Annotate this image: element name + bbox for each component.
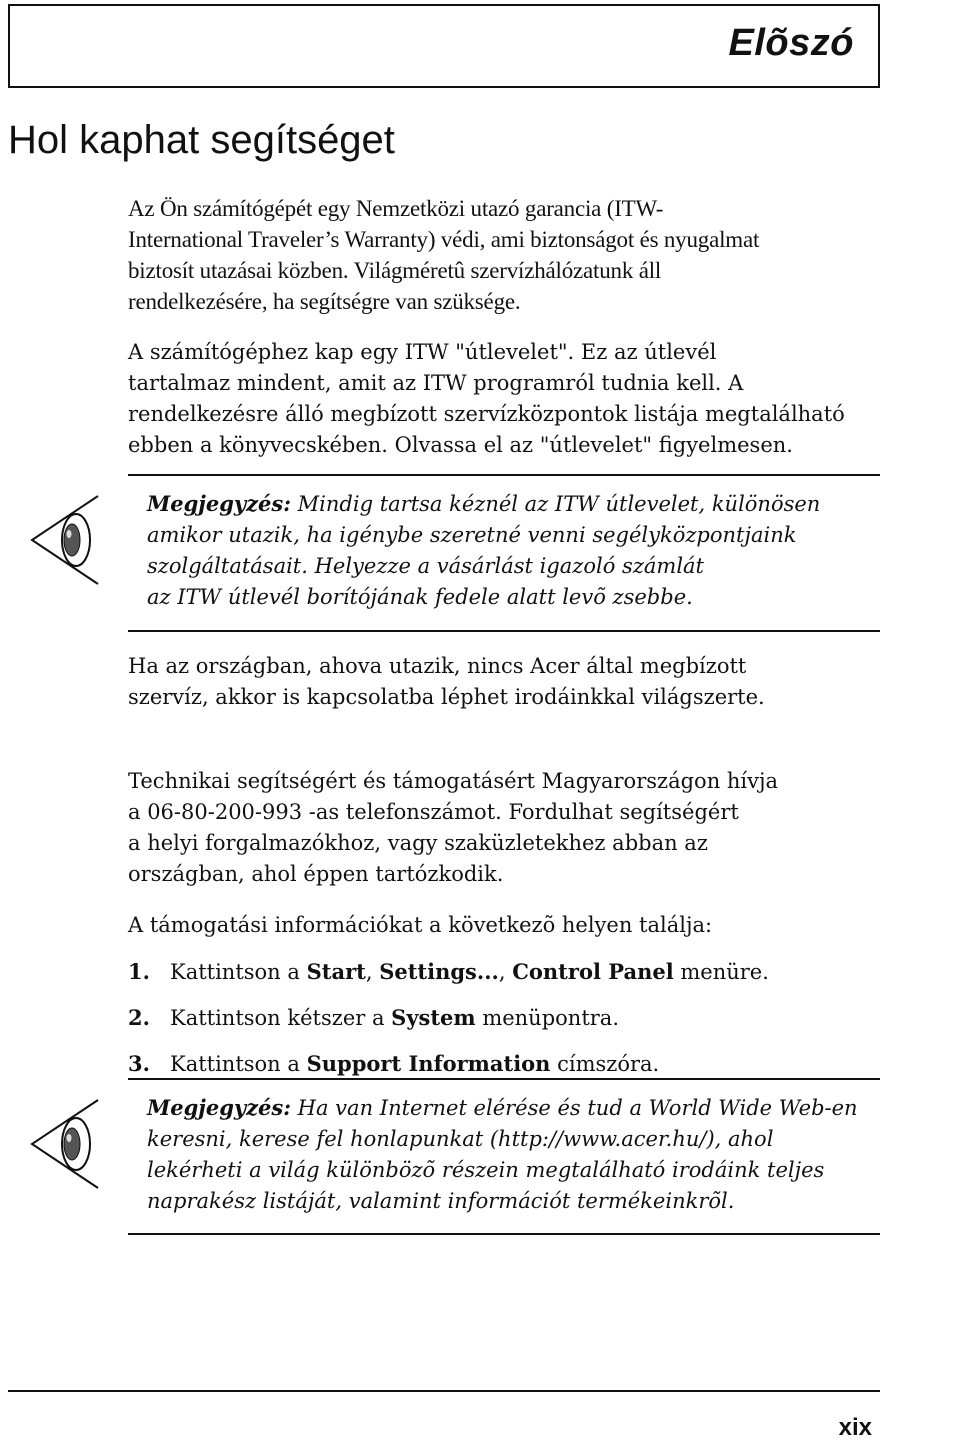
note-top-divider — [128, 1078, 880, 1080]
paragraph-line: rendelkezésre álló megbízott szervízközpontok listája megtalálható — [128, 402, 845, 426]
paragraph-line: országban, ahol éppen tartózkodik. — [128, 862, 504, 886]
step-item — [128, 1048, 769, 1094]
note-box-itw — [147, 488, 957, 613]
paragraph-line: International Traveler’s Warranty) védi, ami biztonságot és nyugalmat — [128, 227, 760, 252]
step-text: Kattintson kétszer a — [170, 1006, 392, 1030]
paragraph-line: a 06-80-200-993 -as telefonszámot. Fordulhat segítségért — [128, 800, 739, 824]
paragraph-line: Technikai segítségért és támogatásért Magyarországon hívja — [128, 769, 779, 793]
step-text: címszóra. — [550, 1052, 660, 1076]
step-menu-control-panel: Control Panel — [512, 959, 674, 984]
intro-paragraph — [128, 193, 958, 317]
step-item — [128, 1002, 769, 1048]
note-top-divider — [128, 474, 880, 476]
paragraph-line: a helyi forgalmazókhoz, vagy szaküzletekhez abban az — [128, 831, 708, 855]
chapter-title: Elõszó — [728, 22, 854, 64]
note-box-internet — [147, 1092, 957, 1217]
step-text: Kattintson a — [170, 1052, 307, 1076]
paragraph-line: tartalmaz mindent, amit az ITW programról tudnia kell. A — [128, 371, 744, 395]
step-menu-start: Start — [306, 959, 366, 984]
step-number: 2. — [128, 1005, 150, 1030]
eye-icon — [28, 1098, 100, 1190]
step-menu-support-information: Support Information — [306, 1051, 551, 1076]
paragraph-line: A számítógéphez kap egy ITW "útlevelet". Ez az útlevél — [128, 340, 717, 364]
step-text: , — [365, 960, 380, 984]
note-text: Mindig tartsa kéznél az ITW útlevelet, különösen — [291, 492, 821, 516]
note-text: keresni, kerese fel honlapunkat (http://www.acer.hu/), ahol — [147, 1127, 774, 1151]
acer-paragraph — [128, 651, 958, 713]
support-intro — [128, 910, 958, 941]
note-text: Ha van Internet elérése és tud a World Wide Web-en — [291, 1096, 858, 1120]
note-text: naprakész listáját, valamint információt termékeinkrõl. — [147, 1189, 735, 1213]
step-number: 1. — [128, 959, 150, 984]
step-text: menüpontra. — [475, 1006, 619, 1030]
eye-icon — [28, 494, 100, 586]
paragraph-line: Az Ön számítógépét egy Nemzetközi utazó garancia (ITW- — [128, 196, 664, 221]
paragraph-line: Ha az országban, ahova utazik, nincs Acer által megbízott — [128, 654, 747, 678]
chapter-header — [8, 4, 880, 88]
note-text: amikor utazik, ha igénybe szeretné venni segélyközpontjaink — [147, 523, 797, 547]
support-intro-text: A támogatási információkat a következõ helyen találja: — [128, 913, 713, 937]
paragraph-line: ebben a könyvecskében. Olvassa el az "útlevelet" figyelmesen. — [128, 433, 793, 457]
note-text: lekérheti a világ különbözõ részein megtalálható irodáink teljes — [147, 1158, 825, 1182]
note-bottom-divider — [128, 630, 880, 632]
itw-paragraph — [128, 337, 958, 461]
step-menu-settings: Settings... — [379, 959, 499, 984]
note-lead: Megjegyzés: — [147, 1095, 291, 1120]
note-bottom-divider — [128, 1233, 880, 1235]
note-lead: Megjegyzés: — [147, 491, 291, 516]
tech-support-paragraph — [128, 766, 958, 890]
steps-list — [128, 956, 769, 1094]
step-item — [128, 956, 769, 1002]
step-text: , — [498, 960, 513, 984]
note-text: az ITW útlevél borítójának fedele alatt levõ zsebbe. — [147, 585, 693, 609]
paragraph-line: szervíz, akkor is kapcsolatba léphet irodáinkkal világszerte. — [128, 685, 765, 709]
step-text: Kattintson a — [170, 960, 307, 984]
step-number: 3. — [128, 1051, 150, 1076]
footer-divider — [8, 1390, 880, 1392]
step-menu-system: System — [391, 1005, 476, 1030]
step-text: menüre. — [673, 960, 769, 984]
paragraph-line: rendelkezésére, ha segítségre van szüksége. — [128, 289, 521, 314]
page-number: xix — [838, 1414, 872, 1441]
paragraph-line: biztosít utazásai közben. Világméretû szervízhálózatunk áll — [128, 258, 662, 283]
note-text: szolgáltatásait. Helyezze a vásárlást igazoló számlát — [147, 554, 704, 578]
section-title: Hol kaphat segítséget — [8, 118, 395, 162]
